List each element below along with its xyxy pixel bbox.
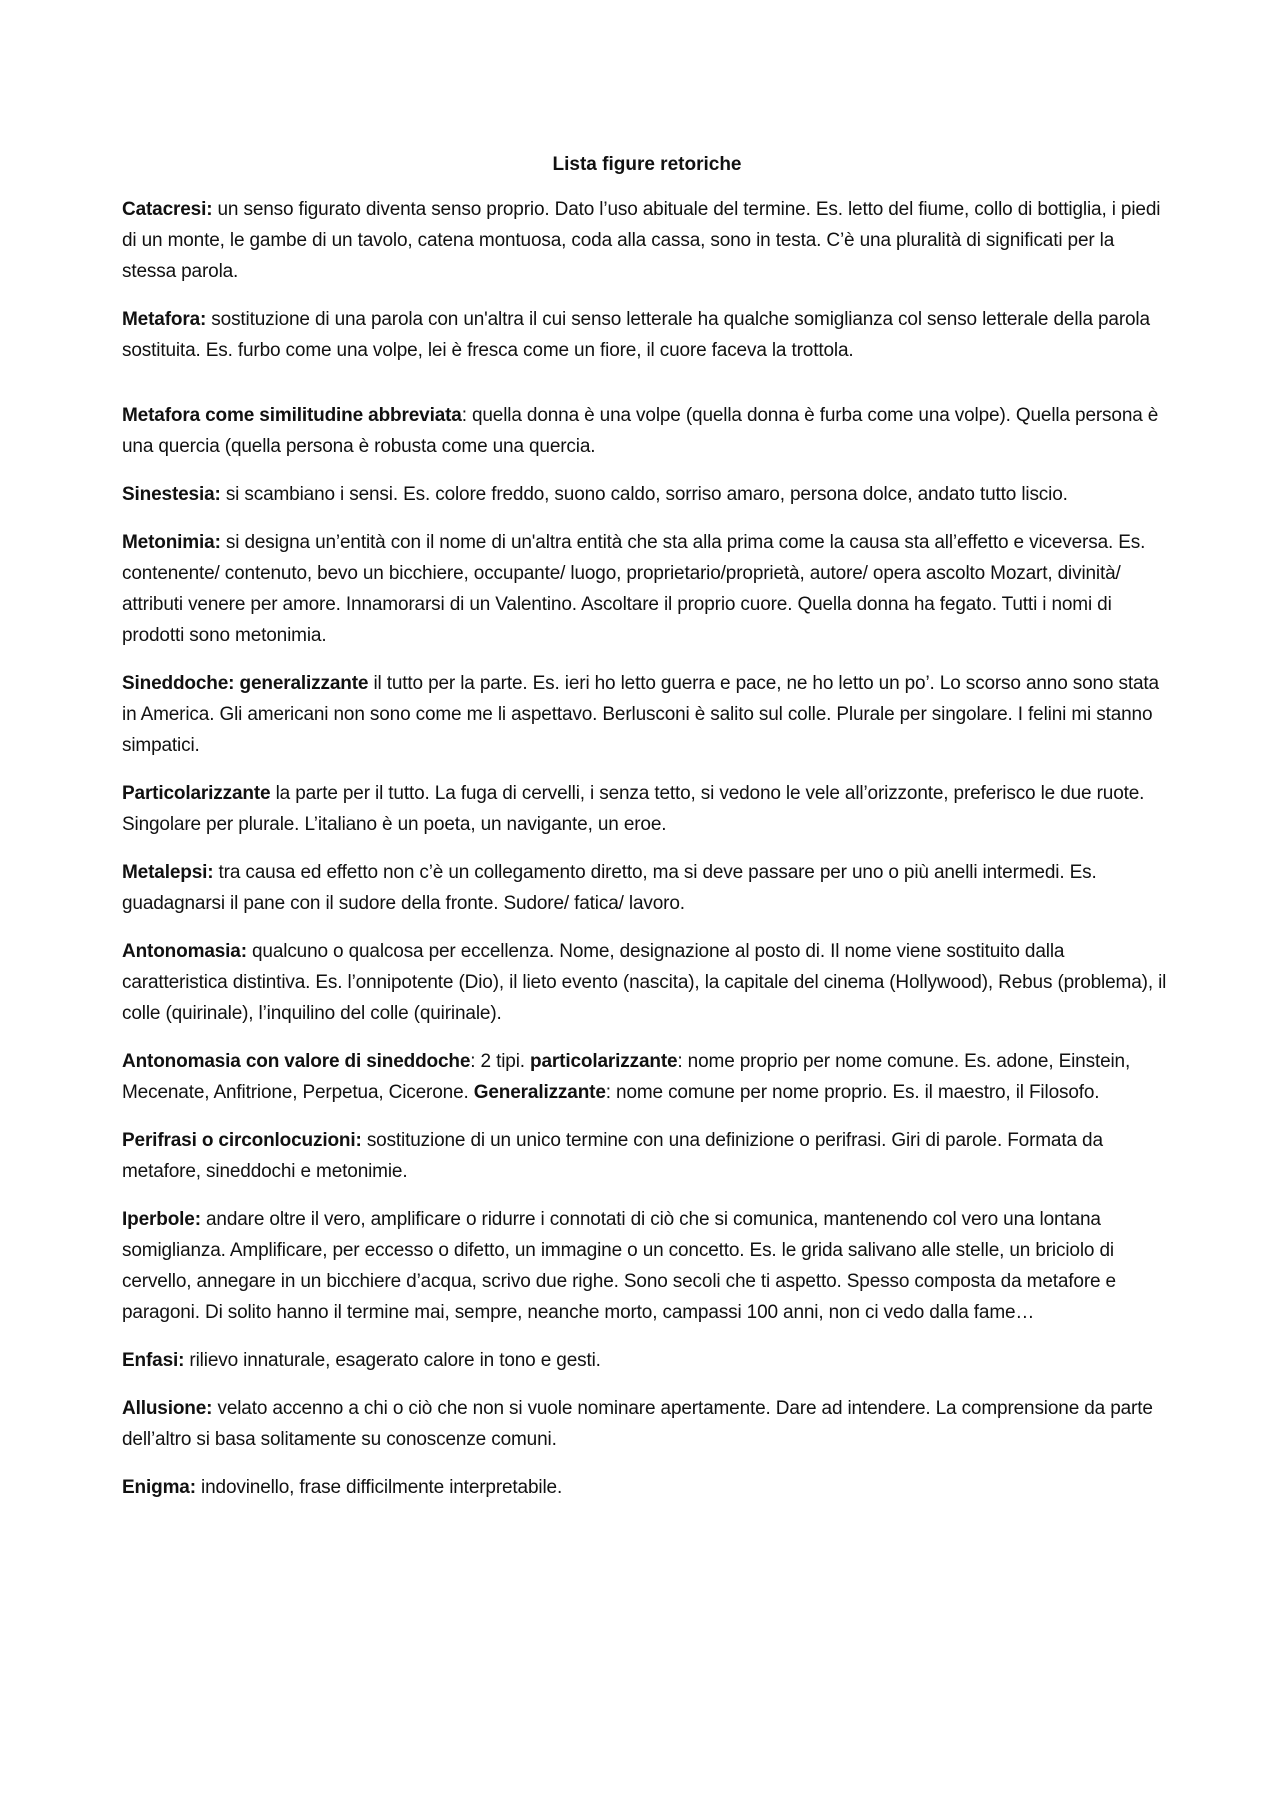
figure-definition: un senso figurato diventa senso proprio. Dato l’uso abituale del termine. Es. letto del fiume, collo di bottiglia, i piedi di un monte, le gambe di un tavolo, catena montuosa, coda alla cassa, sono in testa. C’è una pluralità di significati per la stessa parola. bbox=[122, 199, 1161, 282]
figure-term: Metafora come similitudine abbreviata bbox=[122, 405, 462, 426]
figure-definition: sostituzione di un unico termine con una definizione o perifrasi. Giri di parole. Formata da metafore, sineddochi e metonimie. bbox=[122, 1130, 1103, 1182]
figure-entry bbox=[122, 857, 1172, 919]
figure-term: Antonomasia: bbox=[122, 941, 247, 962]
figure-term: Allusione: bbox=[122, 1398, 213, 1419]
figure-entry bbox=[122, 1345, 1172, 1376]
figure-entry bbox=[122, 304, 1172, 366]
figure-entry bbox=[122, 400, 1172, 462]
figure-definition: la parte per il tutto. La fuga di cervelli, i senza tetto, si vedono le vele all’orizzonte, preferisco le due ruote. Singolare per plurale. L’italiano è un poeta, un navigante, un eroe. bbox=[122, 783, 1145, 835]
figure-list bbox=[122, 194, 1172, 1503]
figure-entry bbox=[122, 194, 1172, 287]
figure-term: Particolarizzante bbox=[122, 783, 271, 804]
figure-entry bbox=[122, 1125, 1172, 1187]
figure-term: particolarizzante bbox=[530, 1051, 678, 1072]
figure-entry bbox=[122, 668, 1172, 761]
figure-definition: tra causa ed effetto non c’è un collegamento diretto, ma si deve passare per uno o più anelli intermedi. Es. guadagnarsi il pane con il sudore della fronte. Sudore/ fatica/ lavoro. bbox=[122, 862, 1097, 914]
figure-entry bbox=[122, 1046, 1172, 1108]
figure-definition: si designa un’entità con il nome di un'altra entità che sta alla prima come la causa sta all’effetto e viceversa. Es. contenente/ contenuto, bevo un bicchiere, occupante/ luogo, proprietario/proprietà, autore/ opera ascolto Mozart, divinità/ attributi venere per amore. Innamorarsi di un Valentino. Ascoltare il proprio cuore. Quella donna ha fegato. Tutti i nomi di prodotti sono metonimia. bbox=[122, 532, 1146, 646]
figure-term: Enigma: bbox=[122, 1477, 196, 1498]
figure-definition: indovinello, frase difficilmente interpretabile. bbox=[195, 1477, 563, 1498]
figure-definition: : nome comune per nome proprio. Es. il maestro, il Filosofo. bbox=[605, 1082, 1100, 1103]
figure-definition: : 2 tipi. bbox=[470, 1051, 531, 1072]
figure-term: Enfasi: bbox=[122, 1350, 185, 1371]
figure-definition: si scambiano i sensi. Es. colore freddo, suono caldo, sorriso amaro, persona dolce, andato tutto liscio. bbox=[220, 484, 1068, 505]
figure-term: Metonimia: bbox=[122, 532, 221, 553]
figure-term: Generalizzante bbox=[473, 1082, 606, 1103]
figure-definition: : nome proprio per nome comune. Es. adone, Einstein, Mecenate, Anfitrione, Perpetua, Cicerone. bbox=[122, 1051, 1131, 1103]
figure-definition: : quella donna è una volpe (quella donna è furba come una volpe). Quella persona è una quercia (quella persona è robusta come una quercia. bbox=[122, 405, 1159, 457]
document-title: Lista figure retoriche bbox=[552, 154, 742, 175]
figure-entry bbox=[122, 778, 1172, 840]
figure-term: Perifrasi o circonlocuzioni: bbox=[122, 1130, 362, 1151]
figure-term: Iperbole: bbox=[122, 1209, 201, 1230]
document-page bbox=[122, 150, 1172, 1520]
figure-term: Catacresi: bbox=[122, 199, 213, 220]
figure-term: Antonomasia con valore di sineddoche bbox=[122, 1051, 471, 1072]
figure-definition: andare oltre il vero, amplificare o ridurre i connotati di ciò che si comunica, mantenendo col vero una lontana somiglianza. Amplificare, per eccesso o difetto, un immagine o un concetto. Es. le grida salivano alle stelle, un briciolo di cervello, annegare in un bicchiere d’acqua, scrivo due righe. Sono secoli che ti aspetto. Spesso composta da metafore e paragoni. Di solito hanno il termine mai, sempre, neanche morto, campassi 100 anni, non ci vedo dalla fame… bbox=[122, 1209, 1116, 1323]
figure-entry bbox=[122, 479, 1172, 510]
figure-definition: il tutto per la parte. Es. ieri ho letto guerra e pace, ne ho letto un po’. Lo scorso anno sono stata in America. Gli americani non sono come me li aspettavo. Berlusconi è salito sul colle. Plurale per singolare. I felini mi stanno simpatici. bbox=[122, 673, 1159, 756]
figure-term: Sinestesia: bbox=[122, 484, 221, 505]
figure-term: Sineddoche: generalizzante bbox=[122, 673, 369, 694]
figure-definition: velato accenno a chi o ciò che non si vuole nominare apertamente. Dare ad intendere. La comprensione da parte dell’altro si basa solitamente su conoscenze comuni. bbox=[122, 1398, 1153, 1450]
figure-term: Metafora: bbox=[122, 309, 207, 330]
figure-entry bbox=[122, 1472, 1172, 1503]
figure-term: Metalepsi: bbox=[122, 862, 214, 883]
figure-entry bbox=[122, 527, 1172, 651]
figure-entry bbox=[122, 1204, 1172, 1328]
figure-definition: sostituzione di una parola con un'altra il cui senso letterale ha qualche somiglianza col senso letterale della parola sostituita. Es. furbo come una volpe, lei è fresca come un fiore, il cuore faceva la trottola. bbox=[122, 309, 1150, 361]
figure-entry bbox=[122, 1393, 1172, 1455]
figure-definition: qualcuno o qualcosa per eccellenza. Nome, designazione al posto di. Il nome viene sostituito dalla caratteristica distintiva. Es. l’onnipotente (Dio), il lieto evento (nascita), la capitale del cinema (Hollywood), Rebus (problema), il colle (quirinale), l’inquilino del colle (quirinale). bbox=[122, 941, 1167, 1024]
figure-definition: rilievo innaturale, esagerato calore in tono e gesti. bbox=[184, 1350, 601, 1371]
figure-entry bbox=[122, 936, 1172, 1029]
